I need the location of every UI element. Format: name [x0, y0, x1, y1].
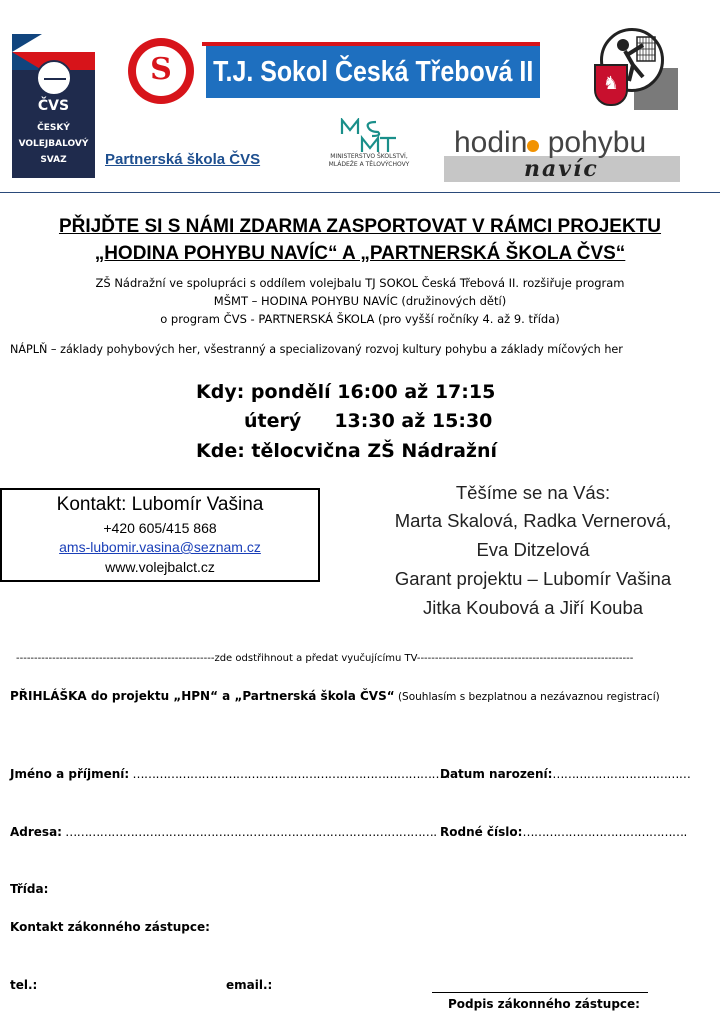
guardian-contact-label: Kontakt zákonného zástupce:: [10, 920, 210, 934]
contact-website[interactable]: www.volejbalct.cz: [105, 559, 215, 575]
schedule-monday: Kdy: pondělí 16:00 až 17:15: [196, 381, 496, 403]
msmt-caption: MINISTERSTVO ŠKOLSTVÍ, MLÁDEŽE A TĚLOVÝCHOVY: [328, 153, 410, 168]
birth-number-field[interactable]: [440, 825, 687, 839]
address-field[interactable]: [10, 825, 437, 839]
volleyball-icon: [36, 60, 72, 96]
headline-line-1: PŘIJĎTE SI S NÁMI ZDARMA ZASPORTOVAT V RÁMCI PROJEKTU: [58, 216, 662, 237]
contact-phone: +420 605/415 868: [103, 520, 217, 536]
program-content: NÁPLŇ – základy pohybových her, všestranný a specializovaný rozvoj kultury pohybu a základy míčových her: [10, 343, 623, 356]
czech-flag-blue: [12, 34, 42, 70]
contact-name: Kontakt: Lubomír Vašina: [56, 494, 264, 515]
hpn-logo-subtitle: navíc: [524, 156, 599, 182]
name-dots: ………………………………………………………………………..: [129, 767, 450, 781]
cvs-full-name: ČESKÝ VOLEJBALOVÝ SVAZ: [18, 123, 89, 165]
headline-line-2: „HODINA POHYBU NAVÍC“ A „PARTNERSKÁ ŠKOLA ČVS“: [94, 243, 626, 264]
name-label: Jméno a příjmení:: [10, 767, 130, 781]
schedule-location: Kde: tělocvična ZŠ Nádražní: [196, 440, 498, 462]
birth-date-label: Datum narození:: [440, 767, 553, 781]
intro-line-3: o program ČVS - PARTNERSKÁ ŠKOLA (pro vyšší ročníky 4. až 9. třída): [160, 312, 560, 326]
tel-label[interactable]: tel.:: [10, 978, 38, 992]
cvs-logo: [12, 34, 95, 178]
form-title: PŘIHLÁŠKA do projektu „HPN“ a „Partnerská škola ČVS“ (Souhlasím s bezplatnou a nezávaznou registrací): [10, 689, 660, 703]
cvs-abbreviation: ČVS: [37, 98, 70, 114]
sokol-emblem-icon: [128, 38, 194, 104]
signature-label: Podpis zákonného zástupce:: [448, 997, 640, 1011]
birth-number-dots: …………………………………….: [522, 825, 687, 839]
name-field[interactable]: [10, 767, 450, 781]
birth-number-label: Rodné číslo:: [440, 825, 523, 839]
cut-line: -------------------------------------------------------zde odstřihnout a předat vyučujícímu TV------------------------------------------------------------: [16, 653, 634, 664]
intro-line-1: ZŠ Nádražní ve spolupráci s oddílem volejbalu TJ SOKOL Česká Třebová II. rozšiřuje program: [95, 276, 625, 290]
birth-date-field[interactable]: [440, 767, 690, 781]
class-label[interactable]: Třída:: [10, 882, 49, 896]
hpn-logo-title: hodin pohybu: [454, 126, 647, 159]
hpn-dot-icon: [527, 140, 539, 152]
sokol-banner: [206, 46, 540, 98]
club-logo: [594, 28, 678, 112]
birth-date-dots: ………………………………: [552, 767, 691, 781]
email-label[interactable]: email.:: [226, 978, 273, 992]
form-title-note: (Souhlasím s bezplatnou a nezávaznou registrací): [394, 691, 660, 703]
msmt-logo-icon: [340, 118, 398, 154]
rooster-shield-icon: ♞: [594, 64, 628, 106]
partner-school-link[interactable]: Partnerská škola ČVS: [105, 151, 261, 168]
contact-box: [0, 488, 320, 582]
greeting-line-3: Garant projektu – Lubomír Vašina: [394, 568, 672, 589]
header-divider: [0, 192, 720, 193]
hodina-pohybu-logo: [440, 126, 680, 186]
signature-line[interactable]: [432, 992, 648, 993]
schedule-tuesday: úterý 13:30 až 15:30: [244, 410, 493, 432]
greeting-title: Těšíme se na Vás:: [455, 482, 611, 503]
contact-email-link[interactable]: ams-lubomir.vasina@seznam.cz: [59, 539, 261, 555]
greeting-line-4: Jitka Koubová a Jiří Kouba: [422, 597, 644, 618]
sokol-emblem-letters: S: [150, 52, 172, 87]
intro-line-2: MŠMT – HODINA POHYBU NAVÍC (družinových dětí): [213, 294, 507, 308]
address-label: Adresa:: [10, 825, 62, 839]
address-dots: …………………………………………………………………………………….: [61, 825, 437, 839]
greeting-line-1: Marta Skalová, Radka Vernerová,: [394, 510, 672, 531]
sokol-banner-text: T.J. Sokol Česká Třebová II: [212, 55, 534, 88]
greeting-line-2: Eva Ditzelová: [476, 539, 590, 560]
